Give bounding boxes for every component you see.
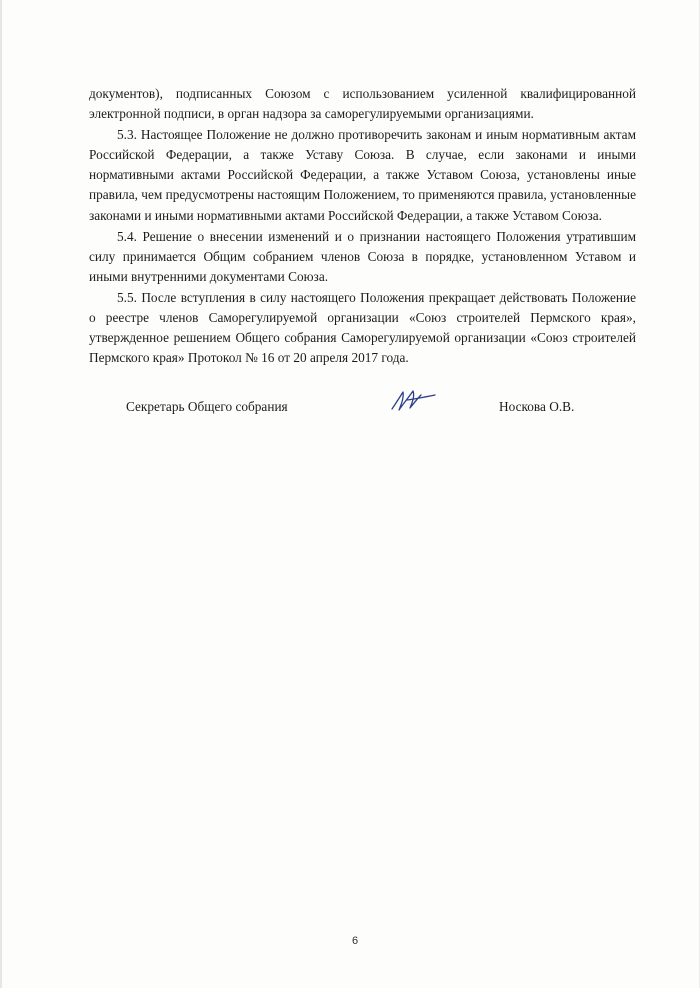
handwritten-signature-icon	[388, 385, 438, 415]
paragraph-continuation: документов), подписанных Союзом с использованием усиленной квалифицированной электронной подписи, в орган надзора за саморегулируемыми организациями.	[89, 86, 636, 122]
signature-block	[89, 399, 636, 423]
paragraph-5-3: 5.3. Настоящее Положение не должно противоречить законам и иным нормативным актам Российской Федерации, а также Уставу Союза. В случае, если законами и иными нормативными актами Российской Федерации, а также Уставом Союза, установлены иные правила, чем предусмотрены настоящим Положением, то применяются правила, установленные законами и иными нормативными актами Российской Федерации, а также Уставом Союза.	[89, 127, 636, 223]
paragraph-5-4: 5.4. Решение о внесении изменений и о признании настоящего Положения утратившим силу принимается Общим собранием членов Союза в порядке, установленном Уставом и иными внутренними документами Союза.	[89, 228, 636, 284]
signatory-role: Секретарь Общего собрания	[126, 399, 288, 414]
document-body	[89, 84, 636, 369]
paragraph-5-5: 5.5. После вступления в силу настоящего Положения прекращает действовать Положение о реестре членов Саморегулируемой организации «Союз строителей Пермского края», утвержденное решением Общего собрания Саморегулируемой организации «Союз строителей Пермского края» Протокол № 16 от 20 апреля 2017 года.	[89, 289, 636, 366]
signatory-name: Носкова О.В.	[499, 399, 575, 414]
page-number: 6	[351, 935, 359, 947]
